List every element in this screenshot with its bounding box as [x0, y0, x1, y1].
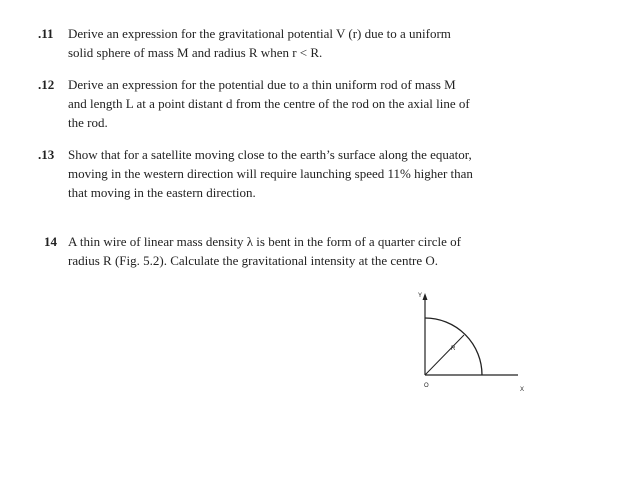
- radius-line: [425, 335, 464, 375]
- question-14: [38, 232, 558, 270]
- y-axis-arrow: [423, 293, 428, 300]
- radius-label: R: [451, 346, 456, 352]
- question-text: [38, 75, 558, 132]
- question-line: radius R (Fig. 5.2). Calculate the gravitational intensity at the centre O.: [68, 253, 439, 268]
- question-line: Show that for a satellite moving close to the earth’s surface along the equator,: [68, 147, 472, 162]
- question-text: [38, 145, 558, 202]
- question-11: [38, 24, 558, 62]
- figure-svg: [400, 290, 540, 400]
- origin-label: O: [424, 383, 429, 389]
- question-line: A thin wire of linear mass density λ is bent in the form of a quarter circle of: [68, 234, 461, 249]
- question-number: .13: [38, 147, 55, 162]
- question-line: Derive an expression for the potential due to a thin uniform rod of mass M: [68, 77, 456, 92]
- question-line: and length L at a point distant d from the centre of the rod on the axial line of: [68, 96, 470, 111]
- question-number: 14: [44, 234, 57, 249]
- question-text: [38, 232, 558, 270]
- question-text: [38, 24, 558, 62]
- x-axis-label: X: [520, 387, 525, 393]
- question-line: Derive an expression for the gravitational potential V (r) due to a uniform: [68, 26, 451, 41]
- question-line: the rod.: [68, 115, 108, 130]
- question-line: solid sphere of mass M and radius R when r < R.: [68, 45, 323, 60]
- question-line: moving in the western direction will require launching speed 11% higher than: [68, 166, 473, 181]
- question-13: [38, 145, 558, 202]
- quarter-circle-figure: [400, 290, 540, 405]
- y-axis-label: Y: [418, 293, 423, 299]
- question-12: [38, 75, 558, 132]
- question-number: .12: [38, 77, 55, 92]
- question-number: .11: [38, 26, 54, 41]
- question-line: that moving in the eastern direction.: [68, 185, 256, 200]
